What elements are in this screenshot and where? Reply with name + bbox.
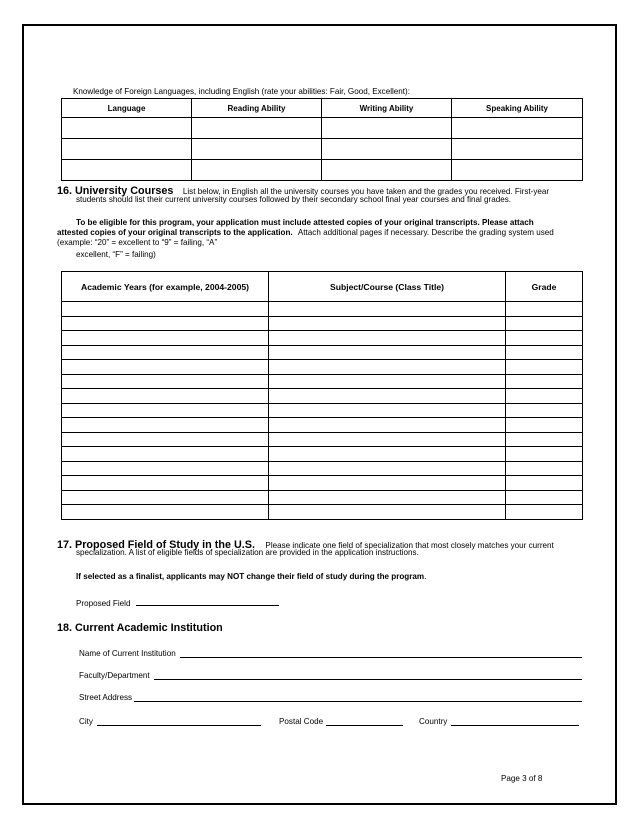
courses-table-cell[interactable] bbox=[506, 432, 583, 447]
street-input[interactable] bbox=[134, 701, 582, 702]
courses-table-row bbox=[62, 403, 583, 418]
languages-table-cell[interactable] bbox=[192, 118, 322, 139]
courses-table-cell[interactable] bbox=[506, 461, 583, 476]
courses-table-row bbox=[62, 490, 583, 505]
languages-table-cell[interactable] bbox=[192, 139, 322, 160]
section17-title: 17. Proposed Field of Study in the U.S. bbox=[57, 539, 255, 551]
city-input[interactable] bbox=[97, 725, 261, 726]
languages-table-cell[interactable] bbox=[322, 139, 452, 160]
languages-table-cell[interactable] bbox=[322, 160, 452, 181]
languages-table-cell[interactable] bbox=[452, 118, 583, 139]
section17-note-end: . bbox=[424, 572, 427, 581]
courses-table-row bbox=[62, 302, 583, 317]
courses-table-row bbox=[62, 418, 583, 433]
proposed-field-label: Proposed Field bbox=[76, 599, 131, 608]
section18-title: 18. Current Academic Institution bbox=[57, 622, 223, 634]
languages-table bbox=[61, 98, 583, 181]
courses-table-cell[interactable] bbox=[62, 374, 269, 389]
languages-header-row bbox=[62, 99, 583, 118]
courses-table-cell[interactable] bbox=[506, 331, 583, 346]
courses-table-row bbox=[62, 360, 583, 375]
section16-line3: (example: “20” = excellent to “9” = failing, “A” bbox=[57, 238, 218, 247]
courses-header-grade: Grade bbox=[506, 272, 583, 302]
courses-table-cell[interactable] bbox=[506, 316, 583, 331]
languages-table-cell[interactable] bbox=[192, 160, 322, 181]
courses-table-cell[interactable] bbox=[62, 418, 269, 433]
courses-table-cell[interactable] bbox=[269, 316, 506, 331]
languages-table-row bbox=[62, 160, 583, 181]
courses-table-row bbox=[62, 345, 583, 360]
section17-note-line bbox=[76, 572, 426, 582]
languages-header-speaking: Speaking Ability bbox=[452, 99, 583, 118]
courses-table-cell[interactable] bbox=[62, 331, 269, 346]
courses-header-row bbox=[62, 272, 583, 302]
courses-table-cell[interactable] bbox=[62, 302, 269, 317]
postal-code-label: Postal Code bbox=[279, 717, 324, 726]
courses-table bbox=[61, 271, 583, 520]
courses-table-cell[interactable] bbox=[62, 432, 269, 447]
courses-table-cell[interactable] bbox=[269, 403, 506, 418]
country-label: Country bbox=[419, 717, 448, 726]
section16-bold1: To be eligible for this program, your application must include attested copies of your original transcripts. Please attach bbox=[76, 218, 534, 227]
courses-table-cell[interactable] bbox=[269, 331, 506, 346]
languages-table-cell[interactable] bbox=[452, 139, 583, 160]
courses-table-cell[interactable] bbox=[269, 389, 506, 404]
section16-bold2: attested copies of your original transcripts to the application. bbox=[57, 228, 293, 237]
courses-table-row bbox=[62, 389, 583, 404]
section16-line4: excellent, “F” = failing) bbox=[76, 250, 156, 259]
postal-code-input[interactable] bbox=[326, 725, 403, 726]
courses-table-cell[interactable] bbox=[506, 476, 583, 491]
courses-table-cell[interactable] bbox=[269, 360, 506, 375]
courses-table-cell[interactable] bbox=[269, 447, 506, 462]
courses-table-cell[interactable] bbox=[62, 505, 269, 520]
courses-table-row bbox=[62, 432, 583, 447]
city-label: City bbox=[79, 717, 93, 726]
languages-header-writing: Writing Ability bbox=[322, 99, 452, 118]
courses-table-cell[interactable] bbox=[506, 418, 583, 433]
page-number: Page 3 of 8 bbox=[501, 774, 543, 783]
languages-table-row bbox=[62, 118, 583, 139]
section17-lead: Please indicate one field of specialization that most closely matches your current bbox=[265, 541, 554, 550]
courses-table-cell[interactable] bbox=[269, 505, 506, 520]
courses-table-cell[interactable] bbox=[62, 490, 269, 505]
languages-table-cell[interactable] bbox=[322, 118, 452, 139]
section16-line-transcripts bbox=[57, 228, 554, 238]
courses-table-cell[interactable] bbox=[506, 490, 583, 505]
courses-table-cell[interactable] bbox=[506, 505, 583, 520]
courses-table-row bbox=[62, 505, 583, 520]
courses-table-cell[interactable] bbox=[506, 403, 583, 418]
courses-table-cell[interactable] bbox=[62, 476, 269, 491]
faculty-input[interactable] bbox=[154, 679, 582, 680]
courses-table-cell[interactable] bbox=[506, 447, 583, 462]
courses-table-cell[interactable] bbox=[62, 345, 269, 360]
section16-rest2: Attach additional pages if necessary. Describe the grading system used bbox=[297, 228, 554, 237]
courses-table-cell[interactable] bbox=[269, 345, 506, 360]
proposed-field-row bbox=[76, 597, 279, 609]
courses-table-cell[interactable] bbox=[506, 360, 583, 375]
courses-table-cell[interactable] bbox=[506, 345, 583, 360]
languages-table-cell[interactable] bbox=[452, 160, 583, 181]
courses-table-row bbox=[62, 316, 583, 331]
courses-table-cell[interactable] bbox=[269, 418, 506, 433]
courses-table-cell[interactable] bbox=[269, 461, 506, 476]
section16-line2: students should list their current university courses followed by their secondary school final year courses and final grades. bbox=[76, 195, 512, 204]
courses-table-cell[interactable] bbox=[269, 432, 506, 447]
courses-table-row bbox=[62, 447, 583, 462]
courses-table-cell[interactable] bbox=[506, 302, 583, 317]
country-input[interactable] bbox=[451, 725, 579, 726]
courses-table-cell[interactable] bbox=[506, 389, 583, 404]
courses-table-row bbox=[62, 461, 583, 476]
courses-table-cell[interactable] bbox=[269, 476, 506, 491]
courses-table-row bbox=[62, 476, 583, 491]
courses-table-cell[interactable] bbox=[506, 374, 583, 389]
courses-table-cell[interactable] bbox=[62, 316, 269, 331]
section17-line2: specialization. A list of eligible fields of specialization are provided in the application instructions. bbox=[76, 548, 419, 557]
courses-table-cell[interactable] bbox=[62, 360, 269, 375]
courses-table-cell[interactable] bbox=[62, 447, 269, 462]
courses-table-cell[interactable] bbox=[269, 302, 506, 317]
courses-header-subject: Subject/Course (Class Title) bbox=[269, 272, 506, 302]
courses-table-cell[interactable] bbox=[62, 389, 269, 404]
proposed-field-input[interactable] bbox=[136, 597, 279, 606]
faculty-label: Faculty/Department bbox=[79, 671, 150, 680]
languages-table-cell[interactable] bbox=[62, 118, 192, 139]
section17-note: If selected as a finalist, applicants may NOT change their field of study during the program bbox=[76, 572, 425, 581]
courses-table-cell[interactable] bbox=[62, 461, 269, 476]
courses-table-cell[interactable] bbox=[269, 490, 506, 505]
languages-table-row bbox=[62, 139, 583, 160]
languages-intro: Knowledge of Foreign Languages, including English (rate your abilities: Fair, Good, Excellent): bbox=[73, 87, 410, 96]
institution-name-input[interactable] bbox=[180, 657, 582, 658]
languages-table-cell[interactable] bbox=[62, 139, 192, 160]
languages-header-reading: Reading Ability bbox=[192, 99, 322, 118]
courses-table-row bbox=[62, 374, 583, 389]
institution-name-label: Name of Current Institution bbox=[79, 649, 176, 658]
courses-table-cell[interactable] bbox=[269, 374, 506, 389]
section16-title: 16. University Courses bbox=[57, 185, 174, 197]
courses-table-cell[interactable] bbox=[62, 403, 269, 418]
street-label: Street Address bbox=[79, 693, 133, 702]
courses-table-row bbox=[62, 331, 583, 346]
languages-header-language: Language bbox=[62, 99, 192, 118]
courses-header-years: Academic Years (for example, 2004-2005) bbox=[62, 272, 269, 302]
section16-lead: List below, in English all the university courses you have taken and the grades you received. First-year bbox=[182, 187, 550, 196]
languages-table-cell[interactable] bbox=[62, 160, 192, 181]
